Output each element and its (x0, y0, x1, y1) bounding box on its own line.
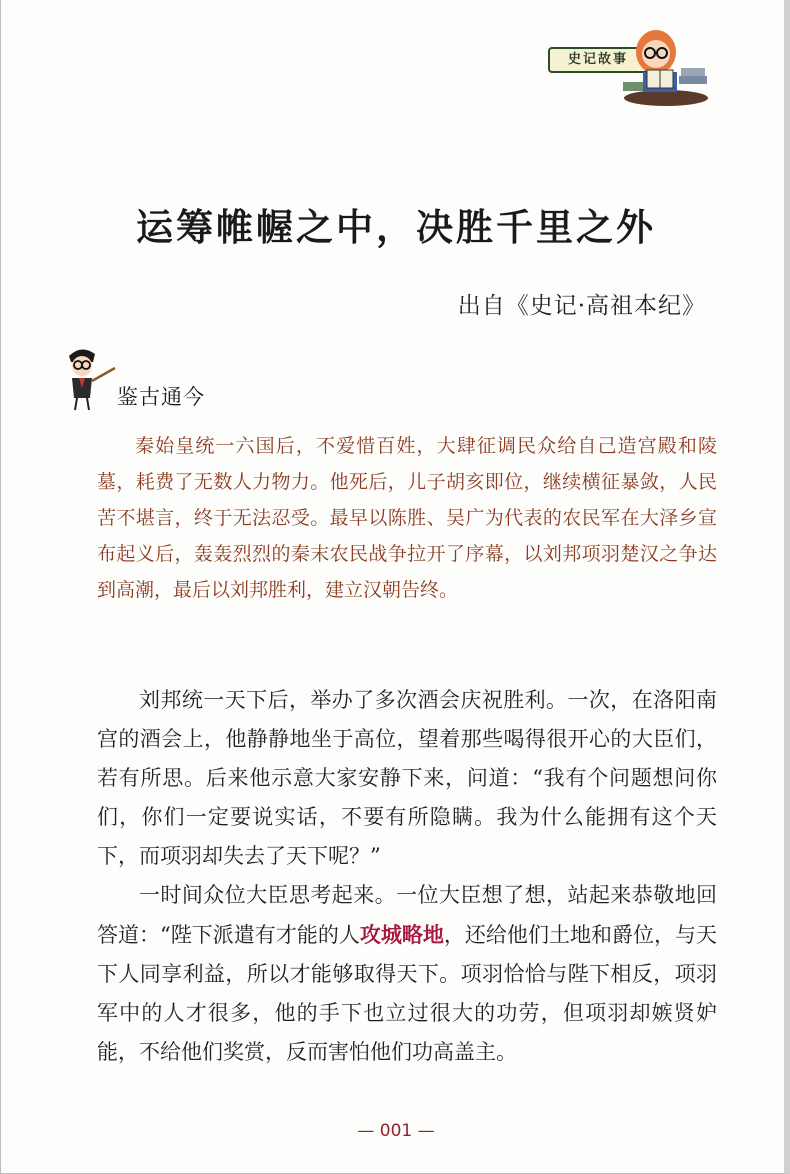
girl-reading-illustration-icon (611, 18, 716, 108)
section-heading: 鉴古通今 (117, 385, 205, 409)
highlighted-phrase: 攻城略地 (359, 922, 444, 947)
series-tag: 史记故事 (548, 47, 648, 73)
intro-paragraph: 秦始皇统一六国后，不爱惜百姓，大肆征调民众给自己造宫殿和陵墓，耗费了无数人力物力。他死后，儿子胡亥即位，继续横征暴敛，人民苦不堪言，终于无法忍受。最早以陈胜、吴广为代表的农民军在大泽乡宣布起义后，轰轰烈烈的秦末农民战争拉开了序幕，以刘邦项羽楚汉之争达到高潮，最后以刘邦胜利，建立汉朝告终。 (97, 435, 717, 601)
teacher-pointing-illustration-icon (59, 342, 119, 412)
paragraph2-text-start: 一时间众位大臣思考起来。一位大臣想了想，站起来恭敬地回答道：“陛下派遣有才能的人 (97, 883, 717, 947)
paragraph2-text-end: ，还给他们土地和爵位，与天下人同享利益，所以才能够取得天下。项羽恰恰与陛下相反，项羽军中的人才很多，他的手下也立过很大的功劳，但项羽却嫉贤妒能，不给他们奖赏，反而害怕他们功高盖主。 (97, 923, 718, 1064)
article-title: 运筹帷幄之中，决胜千里之外 (136, 206, 656, 249)
page-number: — 001 — (357, 1121, 435, 1141)
body-paragraph-2 (97, 876, 717, 1072)
source-citation: 出自《史记·高祖本纪》 (457, 293, 706, 319)
body-paragraph-1: 刘邦统一天下后，举办了多次酒会庆祝胜利。一次，在洛阳南宫的酒会上，他静静地坐于高位，望着那些喝得很开心的大臣们，若有所思。后来他示意大家安静下来，问道：“我有个问题想问你们，你们一定要说实话，不要有所隐瞒。我为什么能拥有这个天下，而项羽却失去了天下呢？” (97, 688, 717, 868)
